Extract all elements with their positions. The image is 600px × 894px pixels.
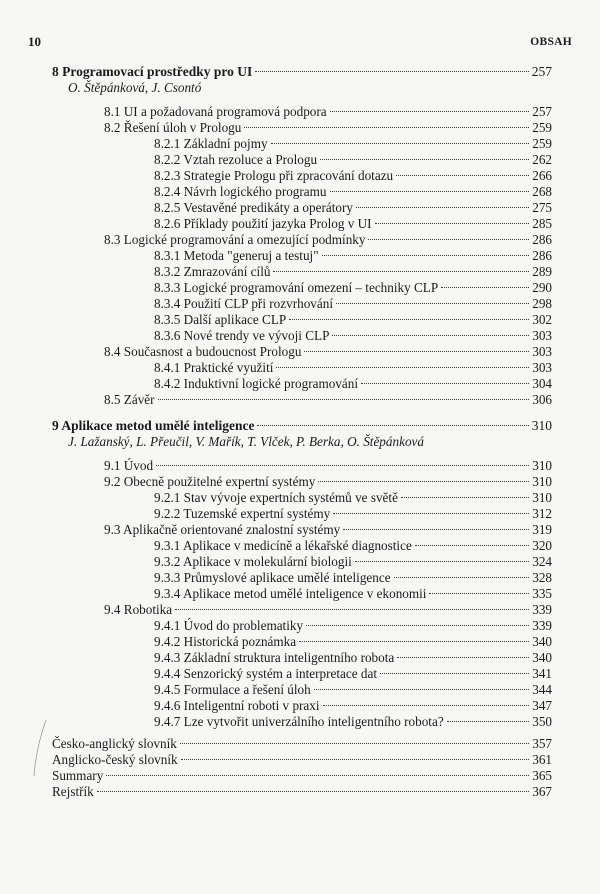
toc-entry: 9.3 Aplikačně orientované znalostní systémy 319	[104, 522, 552, 537]
toc-entry: 9.2.2 Tuzemské expertní systémy 312	[154, 506, 552, 521]
toc-entry: 9.2.1 Stav vývoje expertních systémů ve světě 310	[154, 490, 552, 505]
toc-entry-backmatter: Rejstřík 367	[52, 784, 552, 799]
page-number: 10	[28, 34, 41, 49]
toc-entry: 8.2.1 Základní pojmy 259	[154, 136, 552, 151]
toc-entry: 9.3.1 Aplikace v medicíně a lékařské diagnostice 320	[154, 538, 552, 553]
toc-entry: 8.4.2 Induktivní logické programování 304	[154, 376, 552, 391]
chapter-8-heading: 8 Programovací prostředky pro UI 257	[52, 64, 552, 79]
toc-entry: 9.3.3 Průmyslové aplikace umělé inteligence 328	[154, 570, 552, 585]
toc-entry: 8.3.6 Nové trendy ve vývoji CLP 303	[154, 328, 552, 343]
toc-entry: 8.2.5 Vestavěné predikáty a operátory 275	[154, 200, 552, 215]
toc-entry: 9.3.2 Aplikace v molekulární biologii 324	[154, 554, 552, 569]
toc-entry: 9.3.4 Aplikace metod umělé inteligence v ekonomii 335	[154, 586, 552, 601]
running-header: OBSAH	[530, 36, 572, 48]
toc-entry: 8.1 UI a požadovaná programová podpora 257	[104, 104, 552, 119]
toc-entry: 9.4.5 Formulace a řešení úloh 344	[154, 682, 552, 697]
toc-entry: 8.3 Logické programování a omezující podmínky 286	[104, 232, 552, 247]
toc-entry-backmatter: Summary 365	[52, 768, 552, 783]
toc-entry: 9.4.4 Senzorický systém a interpretace dat 341	[154, 666, 552, 681]
toc-entry: 9.4.6 Inteligentní roboti v praxi 347	[154, 698, 552, 713]
toc-entry: 8.2.3 Strategie Prologu při zpracování dotazu 266	[154, 168, 552, 183]
toc-entry: 9.4 Robotika 339	[104, 602, 552, 617]
toc-entry: 9.4.3 Základní struktura inteligentního robota 340	[154, 650, 552, 665]
toc-entry: 8.4.1 Praktické využití 303	[154, 360, 552, 375]
chapter-8-authors: O. Štěpánková, J. Csontó	[68, 80, 202, 95]
toc-entry: 9.4.2 Historická poznámka 340	[154, 634, 552, 649]
toc-entry: 9.4.7 Lze vytvořit univerzálního inteligentního robota? 350	[154, 714, 552, 729]
toc-entry: 9.2 Obecně použitelné expertní systémy 310	[104, 474, 552, 489]
toc-entry: 8.2.6 Příklady použití jazyka Prolog v UI 285	[154, 216, 552, 231]
margin-pencil-mark	[30, 718, 50, 778]
toc-entry: 8.2.4 Návrh logického programu 268	[154, 184, 552, 199]
toc-entry-backmatter: Česko-anglický slovník 357	[52, 736, 552, 751]
toc-entry: 8.3.3 Logické programování omezení – techniky CLP 290	[154, 280, 552, 295]
toc-entry: 8.3.1 Metoda "generuj a testuj" 286	[154, 248, 552, 263]
toc-entry: 8.3.4 Použití CLP při rozvrhování 298	[154, 296, 552, 311]
toc-entry: 9.4.1 Úvod do problematiky 339	[154, 618, 552, 633]
chapter-9-heading: 9 Aplikace metod umělé inteligence 310	[52, 418, 552, 433]
toc-entry: 8.2 Řešení úloh v Prologu 259	[104, 120, 552, 135]
toc-entry: 8.3.5 Další aplikace CLP 302	[154, 312, 552, 327]
toc-entry: 8.2.2 Vztah rezoluce a Prologu 262	[154, 152, 552, 167]
toc-entry: 8.4 Současnost a budoucnost Prologu 303	[104, 344, 552, 359]
toc-entry: 8.5 Závěr 306	[104, 392, 552, 407]
chapter-9-authors: J. Lažanský, L. Přeučil, V. Mařík, T. Vlček, P. Berka, O. Štěpánková	[68, 434, 424, 449]
toc-entry: 9.1 Úvod 310	[104, 458, 552, 473]
toc-entry: 8.3.2 Zmrazování cílů 289	[154, 264, 552, 279]
toc-entry-backmatter: Anglicko-český slovník 361	[52, 752, 552, 767]
